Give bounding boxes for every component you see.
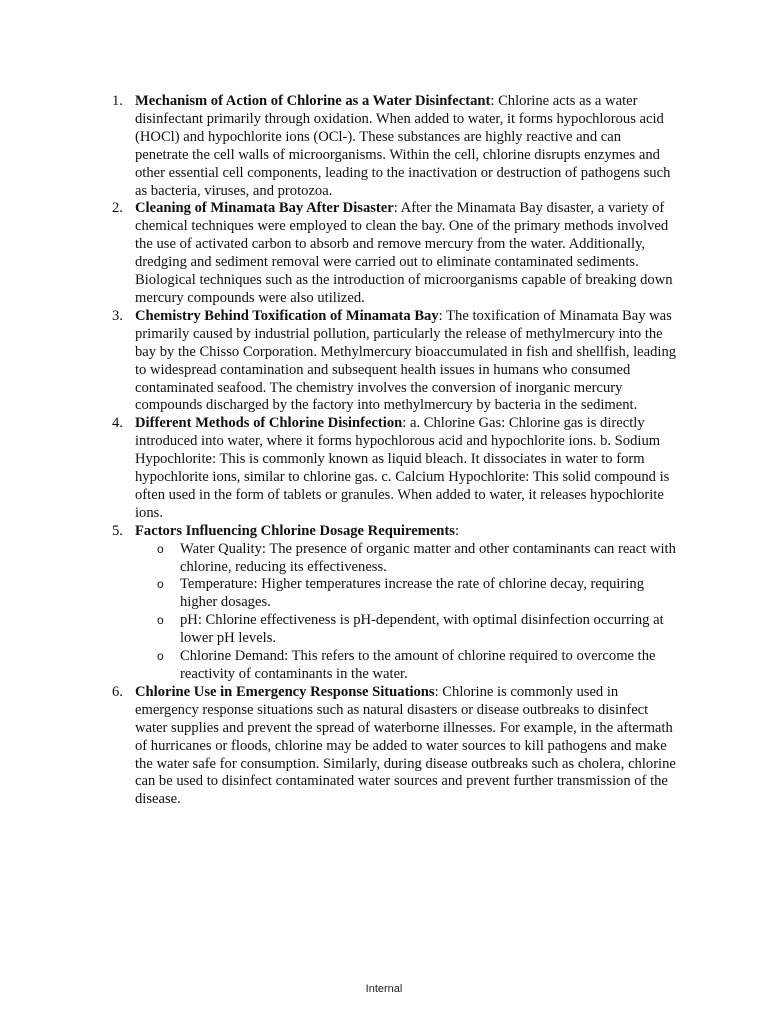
list-item — [112, 415, 678, 522]
bullet-item — [157, 576, 678, 612]
list-item — [112, 200, 678, 307]
item-heading: Chlorine Use in Emergency Response Situations — [135, 683, 435, 700]
item-text: a. Chlorine Gas: Chlorine gas is directly introduced into water, where it forms hypochlorous acid and hypochlorite ions. b. Sodium Hypochlorite: This is commonly known as liquid bleach. It dissociates in water to form hypochlorite ions, similar to chlorine gas. c. Calcium Hypochlorite: This solid compound is often used in the form of tablets or granules. When added to water, it releases hypochlorite ions. — [135, 415, 670, 521]
document-body — [112, 93, 678, 809]
bullet-list — [135, 541, 678, 684]
list-item — [112, 684, 678, 809]
bullet-item — [157, 648, 678, 684]
list-item — [112, 308, 678, 415]
bullet-marker: o — [157, 541, 164, 556]
bullet-item — [157, 612, 678, 648]
item-separator: : — [438, 307, 443, 324]
list-number: 2. — [112, 200, 123, 217]
item-separator: : — [490, 93, 495, 109]
list-number: 5. — [112, 522, 123, 539]
bullet-item — [157, 540, 678, 577]
list-number: 1. — [112, 93, 123, 109]
bullet-text: Water Quality: The presence of organic matter and other contaminants can react with chlorine, reducing its effectiveness. — [180, 540, 676, 575]
item-text: After the Minamata Bay disaster, a variety of chemical techniques were employed to clean the bay. One of the primary methods involved the use of activated carbon to absorb and remove mercury from the water. Additionally, dredging and sediment removal were carried out to eliminate contaminated sediments. Biological techniques such as the introduction of microorganisms capable of breaking down mercury compounds were also utilized. — [135, 200, 673, 306]
bullet-marker: o — [157, 613, 164, 628]
item-heading: Factors Influencing Chlorine Dosage Requirements — [135, 522, 455, 539]
list-number: 6. — [112, 683, 123, 700]
item-text: Chlorine acts as a water disinfectant primarily through oxidation. When added to water, it forms hypochlorous acid (HOCl) and hypochlorite ions (OCl-). These substances are highly reactive and can penetrate the cell walls of microorganisms. Within the cell, chlorine disrupts enzymes and other essential cell components, leading to the inactivation or destruction of pathogens such as bacteria, viruses, and protozoa. — [135, 93, 671, 199]
item-separator: : — [393, 200, 398, 217]
list-number: 4. — [112, 415, 123, 432]
item-heading: Mechanism of Action of Chlorine as a Water Disinfectant — [135, 93, 491, 109]
item-separator: : — [454, 522, 460, 539]
item-text: The toxification of Minamata Bay was primarily caused by industrial pollution, particularly the release of methylmercury into the bay by the Chisso Corporation. Methylmercury bioaccumulated in fish and shellfish, leading to widespread contamination and subsequent health issues in humans who consumed contaminated seafood. The chemistry involves the conversion of inorganic mercury compounds discharged by the factory into methylmercury by bacteria in the sediment. — [135, 307, 677, 414]
list-number: 3. — [112, 307, 123, 324]
item-separator: : — [402, 415, 407, 432]
bullet-text: Temperature: Higher temperatures increase the rate of chlorine decay, requiring higher dosages. — [180, 576, 644, 611]
list-item — [112, 523, 678, 684]
item-heading: Different Methods of Chlorine Disinfection — [135, 415, 403, 432]
item-text: Chlorine is commonly used in emergency response situations such as natural disasters or disease outbreaks to disinfect water supplies and prevent the spread of waterborne illnesses. For example, in the aftermath of hurricanes or floods, chlorine may be added to water sources to kill pathogens and make the water safe for consumption. Similarly, during disease outbreaks such as cholera, chlorine can be used to disinfect contaminated water sources and prevent further transmission of the disease. — [135, 683, 676, 808]
bullet-text: Chlorine Demand: This refers to the amount of chlorine required to overcome the reactivity of contaminants in the water. — [180, 648, 656, 682]
item-heading: Chemistry Behind Toxification of Minamata Bay — [135, 307, 439, 324]
item-heading: Cleaning of Minamata Bay After Disaster — [135, 200, 394, 217]
bullet-marker: o — [157, 649, 164, 664]
item-separator: : — [434, 683, 439, 700]
list-item — [112, 93, 678, 200]
bullet-marker: o — [157, 577, 164, 592]
numbered-list — [112, 93, 678, 809]
footer-classification-label: Internal — [365, 983, 403, 995]
bullet-text: pH: Chlorine effectiveness is pH-dependent, with optimal disinfection occurring at lower pH levels. — [180, 612, 664, 647]
